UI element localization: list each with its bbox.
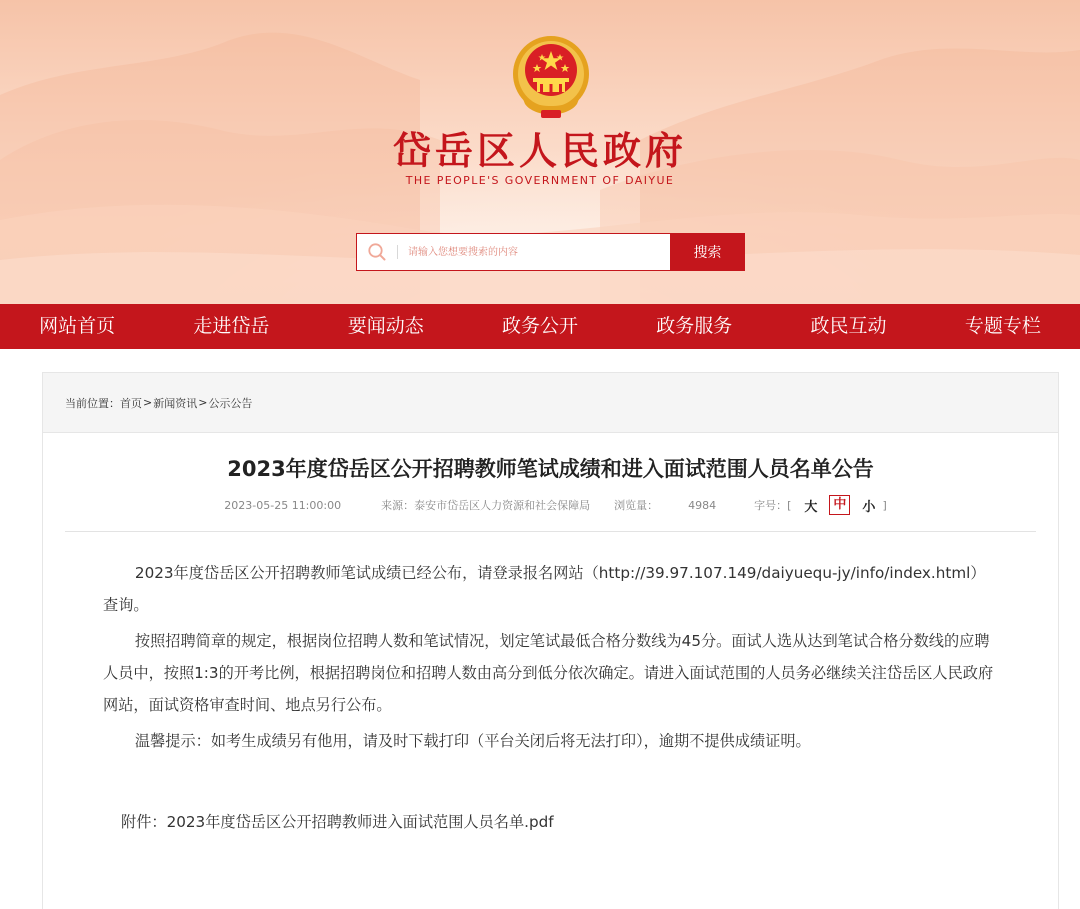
- font-size-control: [754, 495, 887, 515]
- attachment-label: 附件：: [121, 813, 167, 831]
- source-value: 泰安市岱岳区人力资源和社会保障局: [414, 499, 591, 512]
- nav-item-news[interactable]: 要闻动态: [347, 315, 424, 337]
- font-size-label: 字号：[: [754, 499, 792, 512]
- attachment-link[interactable]: 2023年度岱岳区公开招聘教师进入面试范围人员名单.pdf: [166, 813, 554, 831]
- article-body: [43, 557, 1058, 757]
- site-header: [0, 0, 1080, 304]
- breadcrumb-prefix: 当前位置：: [65, 396, 120, 410]
- nav-item-interaction[interactable]: 政民互动: [810, 315, 887, 337]
- main-nav: [0, 304, 1080, 349]
- font-size-medium-button[interactable]: 中: [829, 495, 850, 515]
- search-input[interactable]: [408, 234, 670, 270]
- nav-item-about[interactable]: 走进岱岳: [193, 315, 270, 337]
- attachment: [43, 811, 1058, 833]
- breadcrumb-home[interactable]: 首页: [120, 396, 142, 410]
- nav-item-topics[interactable]: 专题专栏: [964, 315, 1041, 337]
- font-size-small-button[interactable]: 小: [862, 499, 876, 515]
- breadcrumb-news[interactable]: 新闻资讯: [153, 396, 198, 410]
- search-icon: [357, 234, 397, 270]
- article-paragraph: 2023年度岱岳区公开招聘教师笔试成绩已经公布，请登录报名网站（http://39.97.107.149/daiyuequ-jy/info/index.html）查询。: [103, 564, 986, 614]
- article-paragraph: 温馨提示：如考生成绩另有他用，请及时下载打印（平台关闭后将无法打印），逾期不提供成绩证明。: [134, 732, 811, 750]
- meta-divider: [65, 531, 1036, 532]
- breadcrumb-separator: >: [143, 396, 153, 409]
- national-emblem-icon: [511, 34, 591, 122]
- article-meta: [43, 493, 1058, 517]
- nav-item-government-affairs[interactable]: 政务公开: [501, 315, 578, 337]
- site-title: 岱岳区人民政府: [392, 128, 687, 173]
- article-title: 2023年度岱岳区公开招聘教师笔试成绩和进入面试范围人员名单公告: [227, 457, 874, 481]
- breadcrumb-announcements[interactable]: 公示公告: [208, 396, 253, 410]
- views-label: 浏览量：: [614, 499, 659, 512]
- search-button[interactable]: 搜索: [670, 233, 745, 271]
- views-count: 4984: [688, 498, 717, 512]
- source-label: 来源：: [381, 499, 415, 512]
- breadcrumb-separator: >: [198, 396, 208, 409]
- article-container: [42, 372, 1059, 909]
- site-subtitle: THE PEOPLE'S GOVERNMENT OF DAIYUE: [405, 174, 675, 187]
- font-size-large-button[interactable]: 大: [804, 499, 818, 515]
- nav-item-home[interactable]: 网站首页: [39, 315, 116, 337]
- nav-item-services[interactable]: 政务服务: [656, 315, 733, 337]
- publish-date: 2023-05-25 11:00:00: [224, 498, 342, 512]
- breadcrumb: [43, 373, 1058, 433]
- search-bar: [356, 233, 745, 271]
- search-separator: [397, 245, 398, 259]
- article-paragraph: 按照招聘简章的规定，根据岗位招聘人数和笔试情况，划定笔试最低合格分数线为45分。面试人选从达到笔试合格分数线的应聘人员中，按照1:3的开考比例，根据招聘岗位和招聘人数由高分到低分依次确定。请进入面试范围的人员务必继续关注岱岳区人民政府网站，面试资格审查时间、地点另行公布。: [103, 632, 994, 714]
- font-size-close-bracket: ]: [882, 498, 887, 512]
